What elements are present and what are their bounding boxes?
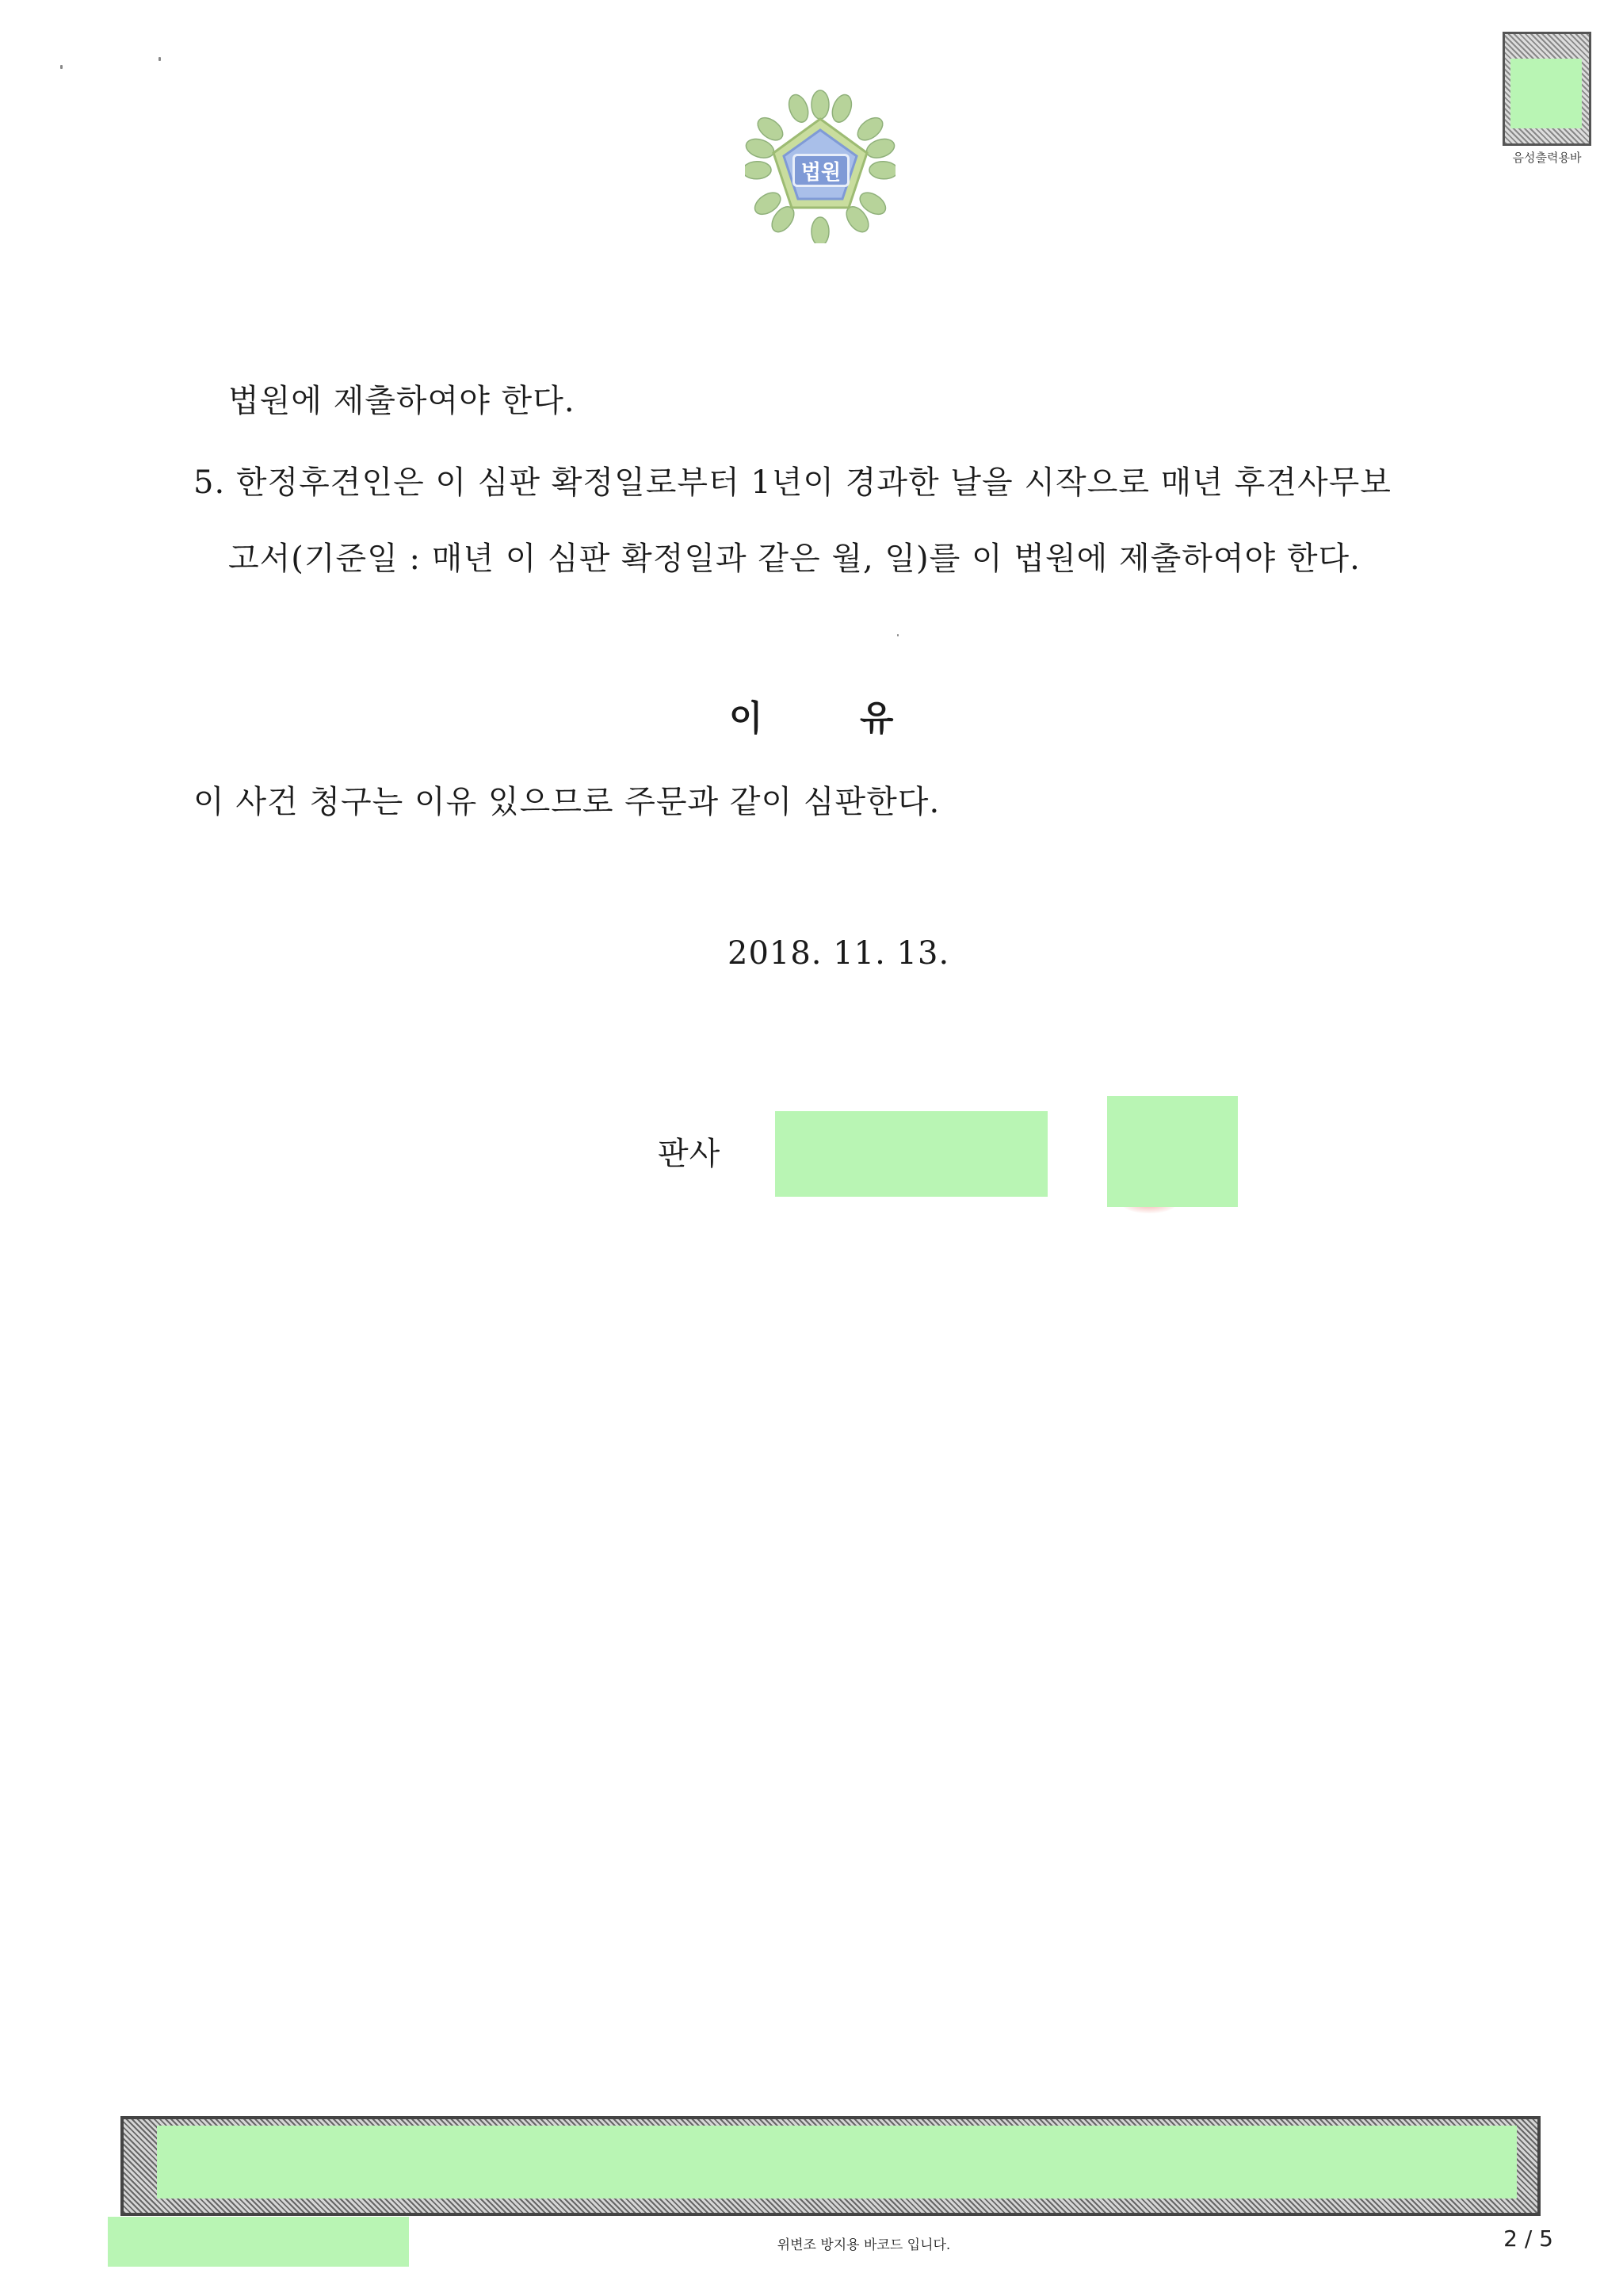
reason-text: 이 사건 청구는 이유 있으므로 주문과 같이 심판한다. [193,784,941,820]
redacted-barcode-area [157,2126,1517,2199]
page-number: 2 / 5 [1503,2225,1553,2252]
paragraph-line-2: 5. 한정후견인은 이 심판 확정일로부터 1년이 경과한 날을 시작으로 매년 후견사무보 [193,464,1392,501]
decision-date: 2018. 11. 13. [727,935,950,972]
emblem-label: 법원 [792,154,850,187]
paragraph-line-1: 법원에 제출하여야 한다. [228,383,575,419]
scan-speck [60,65,63,69]
barcode-caption: 위변조 방지용 바코드 입니다. [777,2237,951,2253]
judge-title: 판사 [658,1136,721,1172]
redacted-judge-seal [1107,1096,1238,1207]
paragraph-line-3: 고서(기준일 : 매년 이 심판 확정일과 같은 월, 일)를 이 법원에 제출하여야 한다. [228,541,1361,577]
redacted-barcode-area [1510,59,1582,128]
voice-barcode-label: 음성출력용바 [1512,151,1582,165]
scan-speck [897,634,899,636]
scan-speck [158,57,161,61]
redacted-judge-name [775,1111,1048,1197]
reason-heading: 이 유 [729,698,894,739]
redacted-footer-text [108,2217,409,2267]
